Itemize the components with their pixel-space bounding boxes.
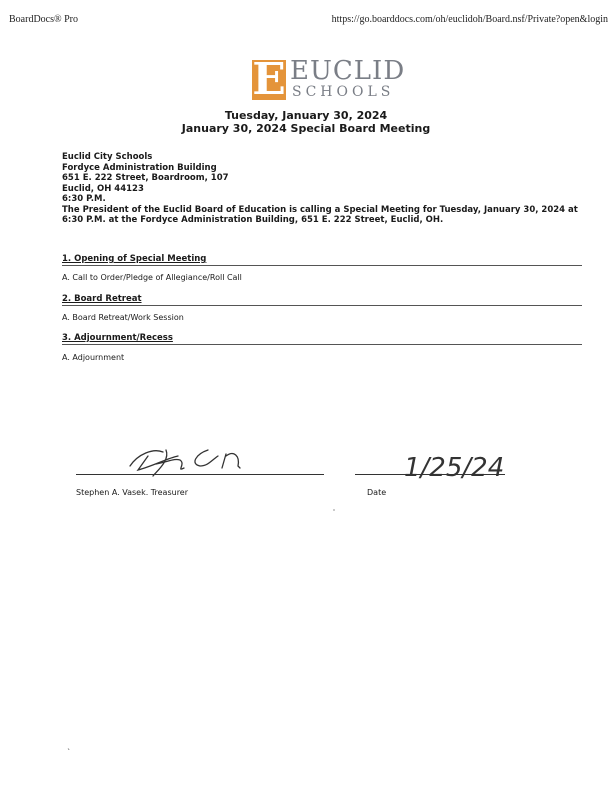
logo-subtitle: SCHOOLS	[292, 84, 395, 100]
browser-header-app: BoardDocs® Pro	[9, 14, 78, 25]
logo-word: EUCLID	[290, 56, 406, 86]
section-title: 1. Opening of Special Meeting	[62, 254, 207, 264]
date-label: Date	[367, 488, 387, 497]
meeting-title: January 30, 2024 Special Board Meeting	[181, 122, 431, 135]
building-name: Fordyce Administration Building	[62, 162, 217, 173]
agenda-item: A. Adjournment	[62, 353, 125, 362]
section-title: 2. Board Retreat	[62, 294, 142, 304]
section-heading	[62, 254, 582, 266]
agenda-item: A. Call to Order/Pledge of Allegiance/Roll Call	[62, 273, 242, 282]
scan-speck	[333, 509, 335, 511]
euclid-schools-logo	[252, 56, 406, 102]
org-name: Euclid City Schools	[62, 152, 153, 162]
agenda-item: A. Board Retreat/Work Session	[62, 313, 184, 322]
section-heading	[62, 294, 582, 306]
meeting-info	[62, 152, 592, 226]
meeting-notice: The President of the Euclid Board of Education is calling a Special Meeting for Tuesday, January 30, 2024 at 6:30 P.M. at the Fordyce Administration Building, 651 E. 222 Street, Euclid, OH.	[62, 204, 578, 225]
logo-letter: E	[252, 60, 286, 100]
section-title: 3. Adjournment/Recess	[62, 333, 173, 343]
date-line	[355, 474, 505, 475]
meeting-time: 6:30 P.M.	[62, 194, 106, 204]
handwritten-date	[400, 446, 512, 486]
signature-line	[76, 474, 324, 475]
section-heading	[62, 333, 582, 345]
footer-mark: ˋ	[67, 748, 71, 757]
treasurer-label: Stephen A. Vasek. Treasurer	[76, 488, 189, 497]
handwritten-date-text: 1/25/24	[404, 453, 505, 483]
city-address: Euclid, OH 44123	[62, 183, 144, 194]
street-address: 651 E. 222 Street, Boardroom, 107	[62, 173, 229, 183]
meeting-date: Tuesday, January 30, 2024	[224, 109, 388, 122]
browser-header-url[interactable]: https://go.boarddocs.com/oh/euclidoh/Board.nsf/Private?open&login	[331, 14, 608, 25]
